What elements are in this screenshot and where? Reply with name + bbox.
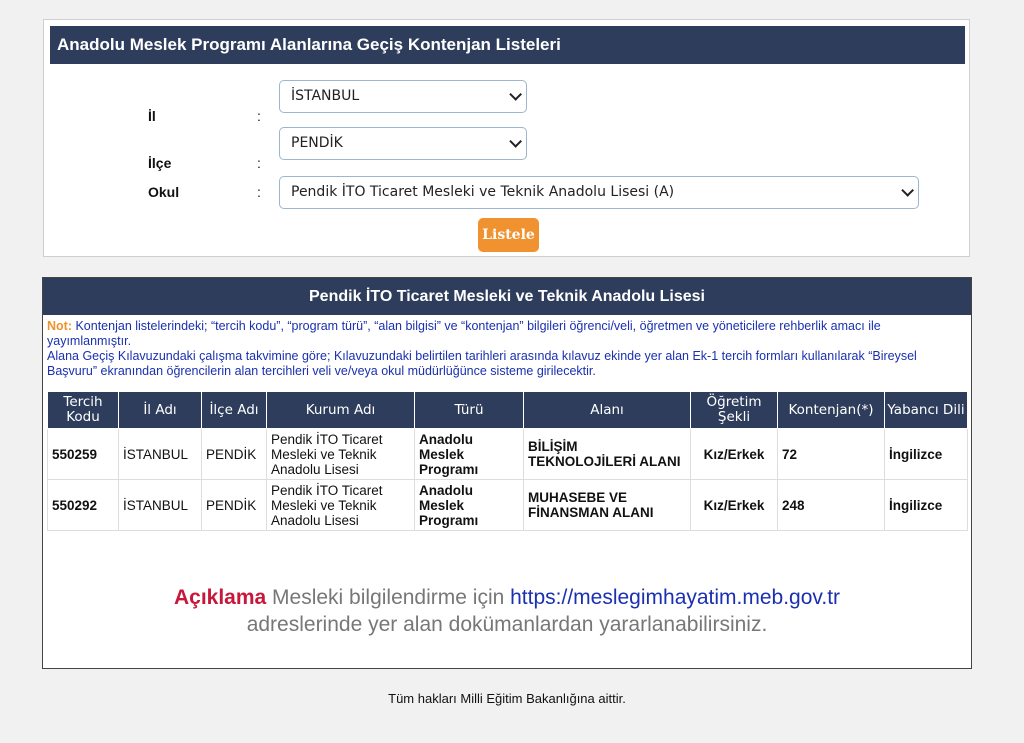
- col-tercih-kodu: Tercih Kodu: [48, 392, 119, 429]
- row-ilce: PENDİK: [202, 480, 267, 531]
- okul-select-value: Pendik İTO Ticaret Mesleki ve Teknik Anadolu Lisesi (A): [291, 184, 675, 200]
- row-kontenjan: 72: [778, 429, 885, 480]
- row-alan: MUHASEBE VE FİNANSMAN ALANI: [524, 480, 691, 531]
- row-kontenjan: 248: [778, 480, 885, 531]
- table-header-row: [48, 392, 968, 429]
- col-kurum-adi: Kurum Adı: [267, 392, 415, 429]
- school-title: Pendik İTO Ticaret Mesleki ve Teknik Anadolu Lisesi: [43, 278, 971, 315]
- results-panel: [42, 277, 972, 669]
- footer-copyright: Tüm hakları Milli Eğitim Bakanlığına aittir.: [388, 691, 626, 706]
- row-il: İSTANBUL: [119, 429, 202, 480]
- ilce-label: İlçe: [148, 155, 172, 171]
- il-select-value: İSTANBUL: [291, 88, 360, 104]
- il-colon: :: [257, 108, 261, 124]
- row-dil: İngilizce: [885, 480, 968, 531]
- il-select[interactable]: [279, 80, 527, 113]
- ilce-select-value: PENDİK: [291, 135, 343, 151]
- table-row: [48, 429, 968, 480]
- il-label: İl: [148, 108, 156, 124]
- row-tercih-kodu: 550259: [48, 429, 119, 480]
- row-il: İSTANBUL: [119, 480, 202, 531]
- col-ilce-adi: İlçe Adı: [202, 392, 267, 429]
- ilce-select[interactable]: [279, 127, 527, 160]
- aciklama-block: [43, 584, 971, 638]
- aciklama-heading: Açıklama: [173, 586, 267, 609]
- note-line1: Kontenjan listelerindeki; “tercih kodu”, “program türü”, “alan bilgisi” ve “kontenjan” bilgileri öğrenci/veli, öğretmen ve yöneticilere rehberlik amacı ile yayımlanmıştır.: [47, 319, 881, 348]
- row-ogretim: Kız/Erkek: [691, 429, 778, 480]
- aciklama-text-2: adreslerinde yer alan dokümanlardan yararlanabilirsiniz.: [246, 613, 768, 636]
- ilce-colon: :: [257, 155, 261, 171]
- col-alani: Alanı: [524, 392, 691, 429]
- row-dil: İngilizce: [885, 429, 968, 480]
- row-ogretim: Kız/Erkek: [691, 480, 778, 531]
- filter-panel: [43, 19, 970, 257]
- note-text: [47, 319, 967, 379]
- note-line2: Alana Geçiş Kılavuzundaki çalışma takvimine göre; Kılavuzundaki belirtilen tarihleri arasında kılavuz ekinde yer alan Ek-1 tercih formları kullanılarak “Bireysel Başvuru” ekranından öğrencilerin alan tercihleri veli ve/veya okul müdürlüğünce sisteme girilecektir.: [47, 349, 917, 378]
- aciklama-text: Mesleki bilgilendirme için: [266, 586, 511, 609]
- okul-colon: :: [257, 184, 261, 200]
- row-kurum: Pendik İTO Ticaret Mesleki ve Teknik Anadolu Lisesi: [267, 480, 415, 531]
- col-ogretim-sekli: Öğretim Şekli: [691, 392, 778, 429]
- row-tercih-kodu: 550292: [48, 480, 119, 531]
- col-turu: Türü: [415, 392, 524, 429]
- row-tur: Anadolu Meslek Programı: [415, 480, 524, 531]
- col-kontenjan: Kontenjan(*): [778, 392, 885, 429]
- meslegim-link[interactable]: https://meslegimhayatim.meb.gov.tr: [510, 586, 841, 609]
- filter-panel-title: Anadolu Meslek Programı Alanlarına Geçiş Kontenjan Listeleri: [50, 26, 965, 64]
- row-tur: Anadolu Meslek Programı: [415, 429, 524, 480]
- chevron-down-icon: [901, 184, 914, 197]
- chevron-down-icon: [509, 135, 522, 148]
- okul-select[interactable]: [279, 176, 919, 209]
- row-kurum: Pendik İTO Ticaret Mesleki ve Teknik Anadolu Lisesi: [267, 429, 415, 480]
- okul-label: Okul: [148, 184, 180, 200]
- row-alan: BİLİŞİM TEKNOLOJİLERİ ALANI: [524, 429, 691, 480]
- col-il-adi: İl Adı: [119, 392, 202, 429]
- col-yabanci-dili: Yabancı Dili: [885, 392, 968, 429]
- chevron-down-icon: [509, 88, 522, 101]
- quota-table: [47, 391, 968, 531]
- listele-button[interactable]: Listele: [478, 218, 539, 252]
- note-label: Not:: [47, 319, 72, 333]
- table-row: [48, 480, 968, 531]
- row-ilce: PENDİK: [202, 429, 267, 480]
